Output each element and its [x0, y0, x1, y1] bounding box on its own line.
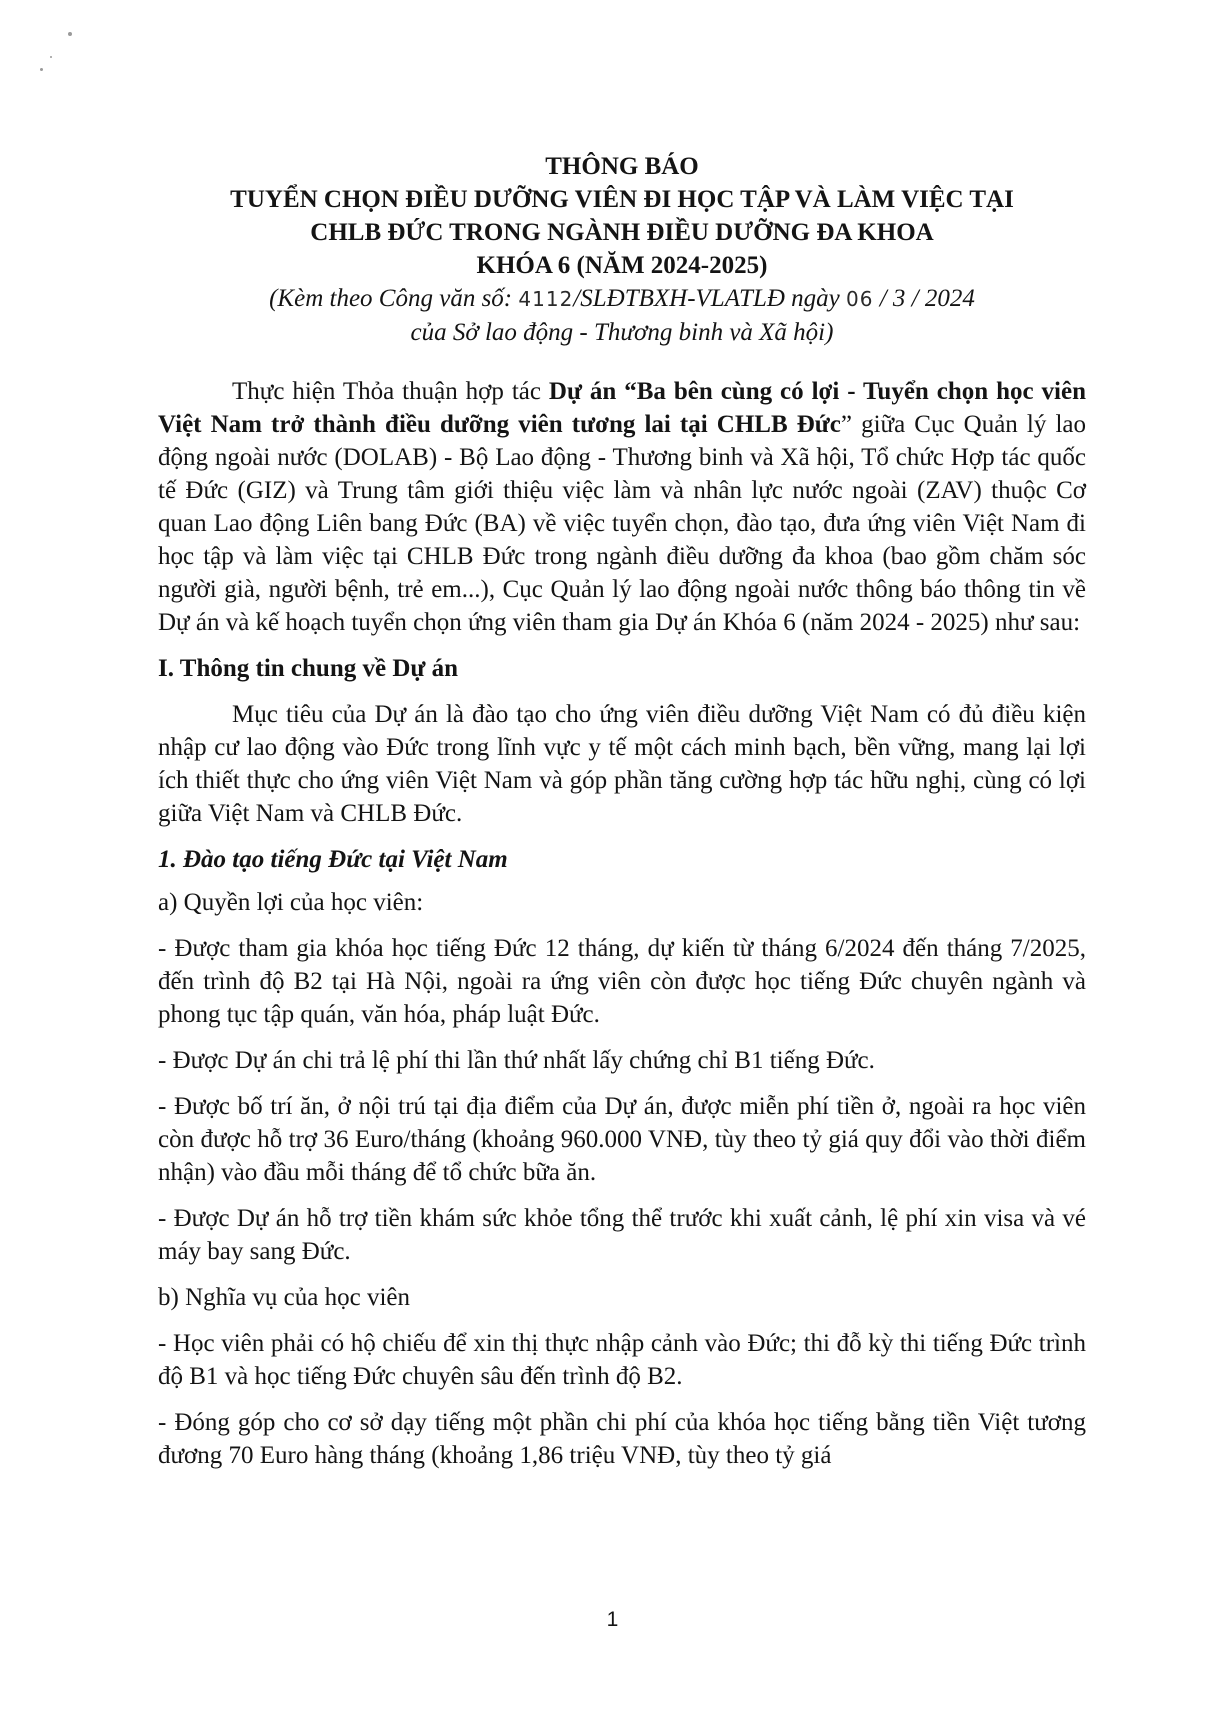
intro-paragraph: Thực hiện Thỏa thuận hợp tác Dự án “Ba bên cùng có lợi - Tuyển chọn học viên Việt Nam trở thành điều dưỡng viên tương lai tại CHLB Đức” giữa Cục Quản lý lao động ngoài nước (DOLAB) - Bộ Lao động - Thương binh và Xã hội, Tổ chức Hợp tác quốc tế Đức (GIZ) và Trung tâm giới thiệu việc làm và nhân lực nước ngoài (ZAV) thuộc Cơ quan Lao động Liên bang Đức (BA) về việc tuyển chọn, đào tạo, đưa ứng viên Việt Nam đi học tập và làm việc tại CHLB Đức trong ngành điều dưỡng đa khoa (bao gồm chăm sóc người già, người bệnh, trẻ em...), Cục Quản lý lao động ngoài nước thông báo thông tin về Dự án và kế hoạch tuyển chọn ứng viên tham gia Dự án Khóa 6 (năm 2024 - 2025) như sau:	[158, 378, 1086, 636]
benefit-item: - Được Dự án hỗ trợ tiền khám sức khỏe tổng thể trước khi xuất cảnh, lệ phí xin visa và vé máy bay sang Đức.	[158, 1205, 1086, 1265]
scan-speck-mark	[50, 56, 52, 58]
reference-note	[158, 282, 1086, 349]
document-subtitle-line: CHLB ĐỨC TRONG NGÀNH ĐIỀU DƯỠNG ĐA KHOA	[310, 219, 934, 246]
benefit-item: - Được bố trí ăn, ở nội trú tại địa điểm của Dự án, được miễn phí tiền ở, ngoài ra học viên còn được hỗ trợ 36 Euro/tháng (khoảng 960.000 VNĐ, tùy theo tỷ giá quy đổi vào thời điểm nhận) vào đầu mỗi tháng để tổ chức bữa ăn.	[158, 1093, 1086, 1186]
handwritten-document-number: 4112	[518, 287, 574, 311]
scan-speck-mark	[40, 68, 43, 71]
duty-item: - Học viên phải có hộ chiếu để xin thị thực nhập cảnh vào Đức; thi đỗ kỳ thi tiếng Đức trình độ B1 và học tiếng Đức chuyên sâu đến trình độ B2.	[158, 1330, 1086, 1390]
document-subtitle-line: TUYỂN CHỌN ĐIỀU DƯỠNG VIÊN ĐI HỌC TẬP VÀ LÀM VIỆC TẠI	[230, 186, 1014, 213]
document-header	[158, 150, 1086, 282]
duties-label: b) Nghĩa vụ của học viên	[158, 1284, 411, 1311]
benefits-label: a) Quyền lợi của học viên:	[158, 889, 424, 916]
reference-line: (Kèm theo Công văn số: 4112/SLĐTBXH-VLATLĐ ngày 06 / 3 / 2024	[269, 285, 975, 312]
subsection-heading: 1. Đào tạo tiếng Đức tại Việt Nam	[158, 846, 508, 873]
reference-issuer-line: của Sở lao động - Thương binh và Xã hội)	[410, 319, 834, 346]
document-body	[158, 150, 1086, 1472]
duty-item: - Đóng góp cho cơ sở dạy tiếng một phần chi phí của khóa học tiếng bằng tiền Việt tương đương 70 Euro hàng tháng (khoảng 1,86 triệu VNĐ, tùy theo tỷ giá	[158, 1409, 1086, 1469]
scan-speck-mark	[68, 32, 72, 36]
handwritten-date-day: 06	[846, 287, 874, 311]
document-subtitle-line: KHÓA 6 (NĂM 2024-2025)	[476, 252, 768, 279]
section-paragraph: Mục tiêu của Dự án là đào tạo cho ứng viên điều dưỡng Việt Nam có đủ điều kiện nhập cư lao động vào Đức trong lĩnh vực y tế một cách minh bạch, bền vững, mang lại lợi ích thiết thực cho ứng viên Việt Nam và góp phần tăng cường hợp tác hữu nghị, cùng có lợi giữa Việt Nam và CHLB Đức.	[158, 701, 1086, 827]
benefit-item: - Được tham gia khóa học tiếng Đức 12 tháng, dự kiến từ tháng 6/2024 đến tháng 7/2025, đến trình độ B2 tại Hà Nội, ngoài ra ứng viên còn được học tiếng Đức chuyên ngành và phong tục tập quán, văn hóa, pháp luật Đức.	[158, 935, 1086, 1028]
section-heading: I. Thông tin chung về Dự án	[158, 655, 459, 682]
benefit-item: - Được Dự án chi trả lệ phí thi lần thứ nhất lấy chứng chỉ B1 tiếng Đức.	[158, 1047, 875, 1074]
project-name: Dự án “Ba bên cùng có lợi - Tuyển chọn học viên Việt Nam trở thành điều dưỡng viên tương lai tại CHLB Đức	[158, 378, 1086, 438]
document-title: THÔNG BÁO	[545, 153, 699, 180]
page-number: 1	[606, 1608, 619, 1631]
